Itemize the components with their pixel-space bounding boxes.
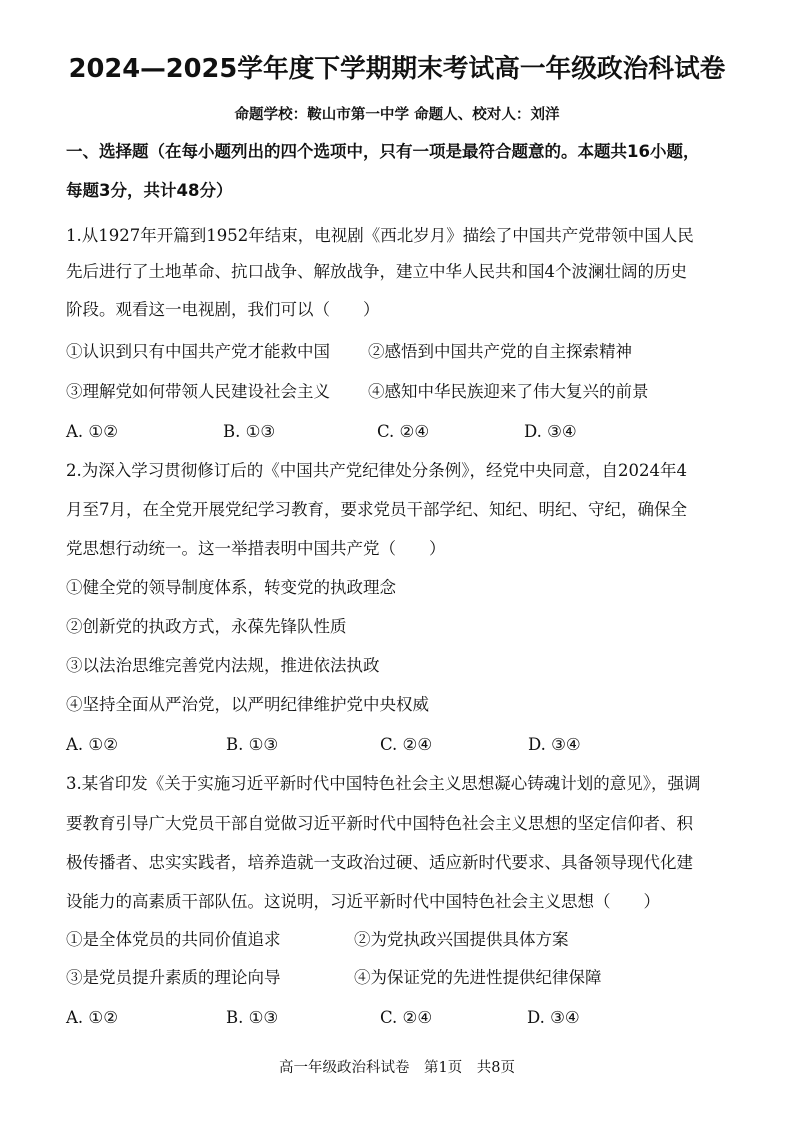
page-title: 2024—2025学年度下学期期末考试高一年级政治科试卷 [68,54,726,84]
q2-stem-line2: 月至7月，在全党开展党纪学习教育，要求党员干部学纪、知纪、明纪、守纪，确保全 [66,500,687,519]
page-footer: 高一年级政治科试卷 第1页 共8页 [279,1060,515,1076]
q3-choice-a: A. ①② [66,1008,118,1027]
q1-choice-a: A. ①② [66,422,118,441]
q3-item-3: ③是党员提升素质的理论向导 [66,968,281,987]
q1-choice-c: C. ②④ [377,422,430,441]
q3-choice-c: C. ②④ [380,1008,433,1027]
q2-choice-a: A. ①② [66,735,118,754]
q2-item-3: ③以法治思维完善党内法规，推进依法执政 [66,656,380,675]
q2-choice-d: D. ③④ [528,735,581,754]
q1-item-3: ③理解党如何带领人民建设社会主义 [66,382,330,401]
q1-item-1: ①认识到只有中国共产党才能救中国 [66,342,330,361]
section-heading-line2: 每题3分，共计48分） [66,181,233,200]
section-heading-line1: 一、选择题（在每小题列出的四个选项中，只有一项是最符合题意的。本题共16小题， [66,142,700,161]
q2-item-2: ②创新党的执政方式，永葆先锋队性质 [66,617,347,636]
q3-stem-line3: 极传播者、忠实实践者，培养造就一支政治过硬、适应新时代要求、具备领导现代化建 [66,853,693,872]
q2-choice-c: C. ②④ [380,735,433,754]
q1-choice-d: D. ③④ [524,422,577,441]
q3-choice-d: D. ③④ [527,1008,580,1027]
q3-stem-line4: 设能力的高素质干部队伍。这说明，习近平新时代中国特色社会主义思想（ ） [66,892,660,911]
q2-stem-line1: 2.为深入学习贯彻修订后的《中国共产党纪律处分条例》，经党中央同意，自2024年4 [66,461,687,480]
q3-stem-line2: 要教育引导广大党员干部自觉做习近平新时代中国特色社会主义思想的坚定信仰者、积 [66,814,693,833]
q3-item-4: ④为保证党的先进性提供纪律保障 [354,968,602,987]
q2-stem-line3: 党思想行动统一。这一举措表明中国共产党（ ） [66,539,446,558]
q1-stem-line2: 先后进行了土地革命、抗口战争、解放战争，建立中华人民共和国4个波澜壮阔的历史 [66,262,687,281]
q1-item-2: ②感悟到中国共产党的自主探索精神 [368,342,632,361]
q1-stem-line1: 1.从1927年开篇到1952年结束，电视剧《西北岁月》描绘了中国共产党带领中国人民 [66,226,694,245]
q3-choice-b: B. ①③ [226,1008,279,1027]
page-subtitle: 命题学校：鞍山市第一中学 命题人、校对人：刘洋 [234,106,560,123]
q2-item-4: ④坚持全面从严治党，以严明纪律维护党中央权威 [66,695,429,714]
q3-item-2: ②为党执政兴国提供具体方案 [354,930,569,949]
q1-item-4: ④感知中华民族迎来了伟大复兴的前景 [368,382,649,401]
q3-stem-line1: 3.某省印发《关于实施习近平新时代中国特色社会主义思想凝心铸魂计划的意见》，强调 [66,774,701,793]
q3-item-1: ①是全体党员的共同价值追求 [66,930,281,949]
q2-choice-b: B. ①③ [226,735,279,754]
q2-item-1: ①健全党的领导制度体系，转变党的执政理念 [66,578,396,597]
q1-stem-line3: 阶段。观看这一电视剧，我们可以（ ） [66,300,380,319]
q1-choice-b: B. ①③ [223,422,276,441]
